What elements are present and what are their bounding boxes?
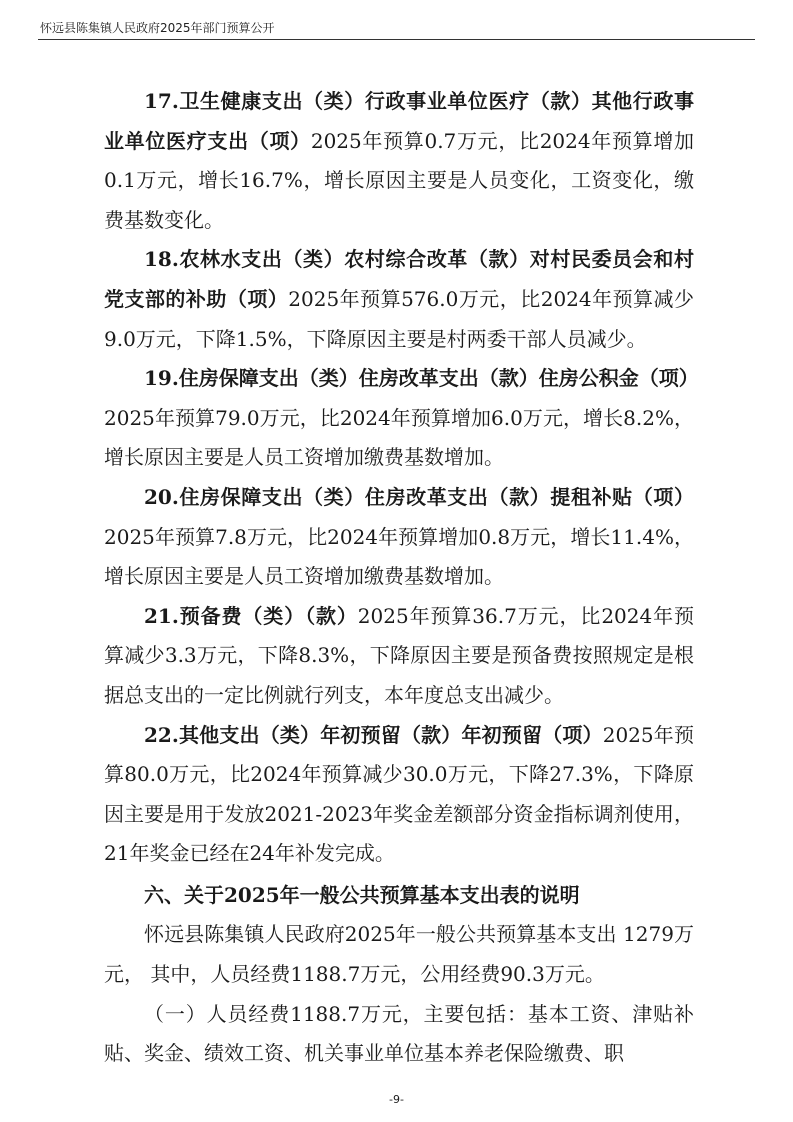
paragraph-item-18 [104,240,694,359]
document-header: 怀远县陈集镇人民政府2025年部门预算公开 [40,21,275,35]
item-heading: 21.预备费（类）（款） [144,603,358,628]
paragraph-item-22 [104,716,694,874]
header-divider [38,39,755,40]
paragraph-item-21 [104,597,694,716]
item-heading: 22.其他支出（类）年初预留（款）年初预留（项） [144,722,603,747]
section-paragraph-summary: 怀远县陈集镇人民政府2025年一般公共预算基本支出 1279万元， 其中，人员经费1188.7万元，公用经费90.3万元。 [104,922,694,987]
item-text: 2025年预算36.7万元，比2024年预算减少3.3万元，下降8.3%，下降原因主要是预备费按照规定是根据总支出的一定比例就行列支，本年度总支出减少。 [104,603,695,707]
item-text: 2025年预算576.0万元，比2024年预算减少9.0万元，下降1.5%，下降原因主要是村两委干部人员减少。 [104,286,694,351]
paragraph-item-17 [104,82,694,240]
paragraph-item-19 [104,359,699,478]
item-text: 2025年预算7.8万元，比2024年预算增加0.8万元，增长11.4%，增长原因主要是人员工资增加缴费基数增加。 [104,524,694,589]
section-heading: 六、关于2025年一般公共预算基本支出表的说明 [144,882,580,907]
item-heading: 20.住房保障支出（类）住房改革支出（款）提租补贴（项） [144,484,694,509]
item-heading: 17.卫生健康支出（类）行政事业单位医疗（款）其他行政事业单位医疗支出（项） [104,89,694,153]
item-heading: 18.农林水支出（类）农村综合改革（款）对村民委员会和村党支部的补助（项） [104,247,694,311]
page-number: -9- [389,1093,404,1106]
item-heading: 19.住房保障支出（类）住房改革支出（款）住房公积金（项） [144,366,699,391]
item-text: 2025年预算0.7万元，比2024年预算增加0.1万元，增长16.7%，增长原因主要是人员变化，工资变化，缴费基数变化。 [104,128,695,232]
item-text: 2025年预算80.0万元，比2024年预算减少30.0万元，下降27.3%，下降原因主要是用于发放2021-2023年奖金差额部分资金指标调剂使用，21年奖金已经在24年补发完成。 [104,722,694,866]
item-text: 2025年预算79.0万元，比2024年预算增加6.0万元，增长8.2%，增长原因主要是人员工资增加缴费基数增加。 [104,405,694,470]
document-body [104,82,699,1074]
section-paragraph-personnel: （一）人员经费1188.7万元，主要包括：基本工资、津贴补贴、奖金、绩效工资、机关事业单位基本养老保险缴费、职 [104,1001,694,1066]
paragraph-item-20 [104,478,694,597]
